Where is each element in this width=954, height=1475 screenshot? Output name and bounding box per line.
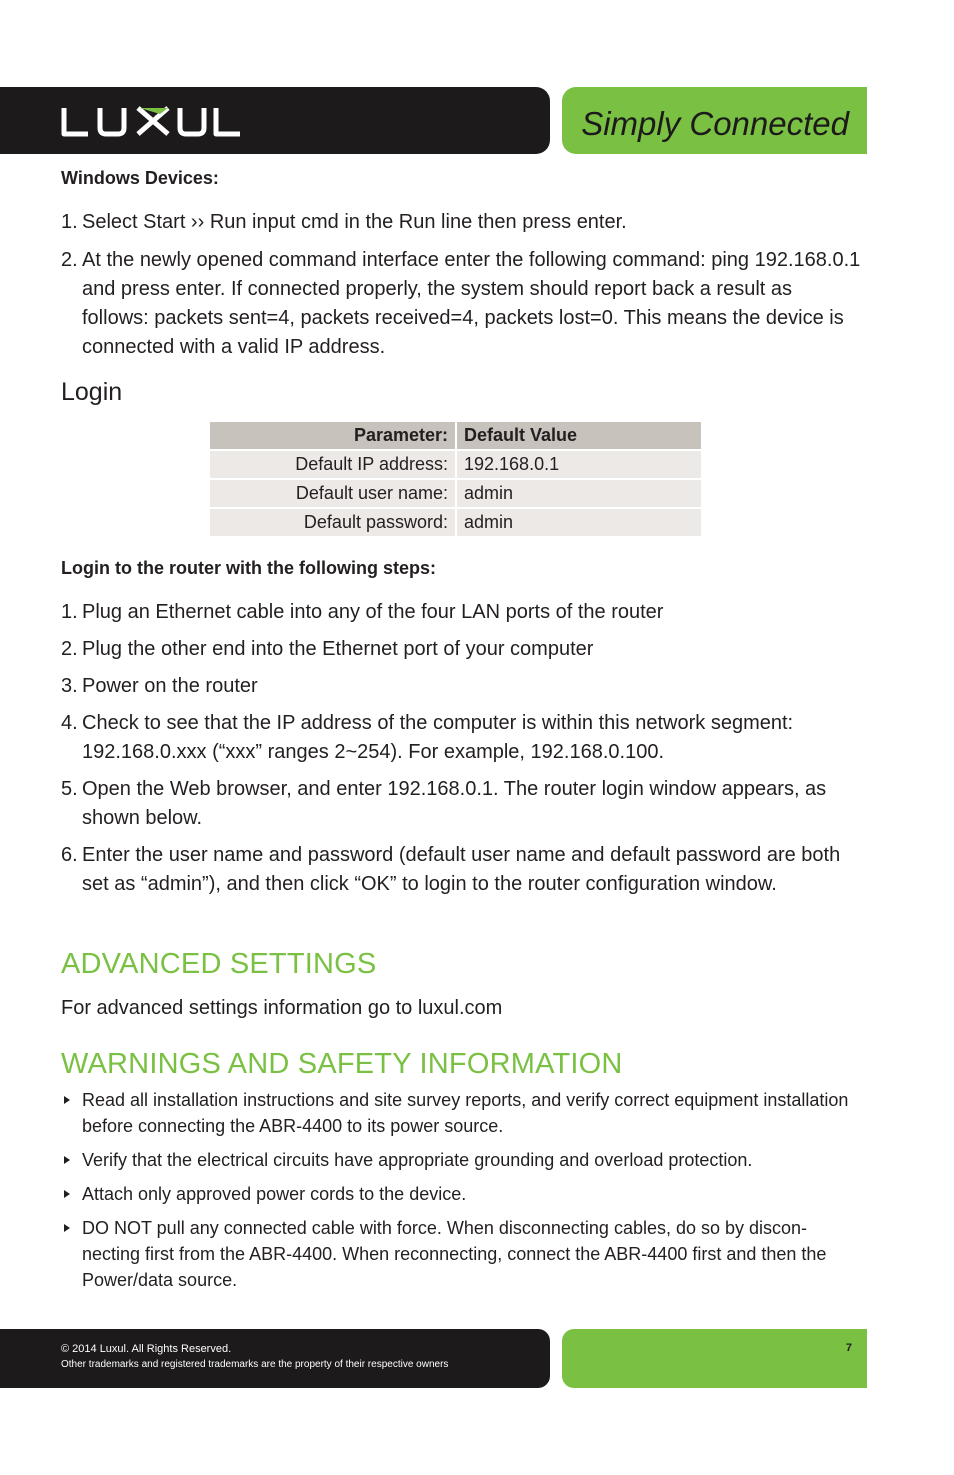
- step-number: 1.: [61, 211, 78, 233]
- list-item: [61, 1181, 856, 1207]
- bullet-triangle-icon: [64, 1096, 70, 1104]
- step-number: 3.: [61, 675, 78, 697]
- step-text: Check to see that the IP address of the computer is within this network segment: 192.168.0.xxx (“xxx” ranges 2~254). For example, 192.168.0.100.: [82, 712, 794, 763]
- warning-text: DO NOT pull any connected cable with force. When disconnecting cables, do so by discon-necting first from the ABR-4400. When reconnecting, connect the ABR-4400 first and then the Power/data source.: [82, 1218, 827, 1290]
- bullet-triangle-icon: [64, 1224, 70, 1232]
- table-row: [210, 451, 701, 478]
- list-item: [61, 1087, 856, 1139]
- login-steps: [61, 598, 851, 907]
- step-text: Enter the user name and password (default user name and default password are both set as “admin”), and then click “OK” to login to the router configuration window.: [82, 844, 841, 895]
- default-parameters-table: [210, 420, 701, 538]
- tagline-bar: [562, 87, 867, 154]
- table-header-cell: Default Value: [457, 422, 701, 449]
- warnings-list: [61, 1087, 856, 1301]
- login-heading: Login: [61, 378, 123, 406]
- windows-steps: [61, 208, 861, 370]
- warning-text: Attach only approved power cords to the device.: [82, 1184, 467, 1204]
- step-number: 4.: [61, 712, 78, 734]
- table-cell-value: 192.168.0.1: [457, 451, 701, 478]
- list-item: [61, 635, 851, 664]
- windows-heading: Windows Devices:: [61, 168, 219, 188]
- table-cell-key: Default user name:: [210, 480, 457, 507]
- step-text: At the newly opened command interface enter the following command: ping 192.168.0.1 and press enter. If connected properly, the system should report back a result as follows: packets sent=4, packets received=4, packets lost=0. This means the device is connected with a valid IP address.: [82, 249, 861, 358]
- step-number: 2.: [61, 249, 78, 271]
- page-number-bar: [562, 1329, 867, 1388]
- tagline: Simply Connected: [581, 105, 849, 142]
- warning-text: Read all installation instructions and site survey reports, and verify correct equipment installation before connecting the ABR-4400 to its power source.: [82, 1090, 849, 1136]
- step-text: Power on the router: [82, 675, 258, 697]
- table-cell-key: Default password:: [210, 509, 457, 536]
- trademark-text: Other trademarks and registered trademarks are the property of their respective owners: [61, 1359, 449, 1370]
- step-text: Plug an Ethernet cable into any of the four LAN ports of the router: [82, 601, 664, 623]
- header-bar: [0, 87, 550, 154]
- list-item: [61, 841, 857, 899]
- table-row: [210, 509, 701, 536]
- step-text: Plug the other end into the Ethernet port of your computer: [82, 638, 594, 660]
- bullet-triangle-icon: [64, 1190, 70, 1198]
- warning-text: Verify that the electrical circuits have appropriate grounding and overload protection.: [82, 1150, 753, 1170]
- list-item: [61, 246, 861, 362]
- step-number: 6.: [61, 844, 78, 866]
- list-item: [61, 1147, 856, 1173]
- list-item: [61, 598, 851, 627]
- advanced-settings-text: For advanced settings information go to luxul.com: [61, 997, 503, 1019]
- page-number: 7: [845, 1342, 852, 1354]
- list-item: [61, 672, 851, 701]
- table-cell-value: admin: [457, 480, 701, 507]
- advanced-settings-heading: ADVANCED SETTINGS: [61, 948, 377, 980]
- table-header-row: [210, 422, 701, 449]
- login-steps-heading: Login to the router with the following steps:: [61, 558, 436, 578]
- table-header-cell: Parameter:: [210, 422, 457, 449]
- warnings-heading: WARNINGS AND SAFETY INFORMATION: [61, 1048, 623, 1080]
- footer-bar: [0, 1329, 550, 1388]
- step-number: 5.: [61, 778, 78, 800]
- step-text: Open the Web browser, and enter 192.168.0.1. The router login window appears, as shown below.: [82, 778, 827, 829]
- list-item: [61, 709, 851, 767]
- luxul-logo: [60, 100, 245, 147]
- step-number: 1.: [61, 601, 78, 623]
- table-cell-value: admin: [457, 509, 701, 536]
- list-item: [61, 208, 861, 237]
- step-text: Select Start ›› Run input cmd in the Run line then press enter.: [82, 211, 627, 233]
- table-cell-key: Default IP address:: [210, 451, 457, 478]
- list-item: [61, 1215, 856, 1293]
- table-row: [210, 480, 701, 507]
- copyright-text: © 2014 Luxul. All Rights Reserved.: [61, 1343, 232, 1355]
- step-number: 2.: [61, 638, 78, 660]
- list-item: [61, 775, 837, 833]
- bullet-triangle-icon: [64, 1156, 70, 1164]
